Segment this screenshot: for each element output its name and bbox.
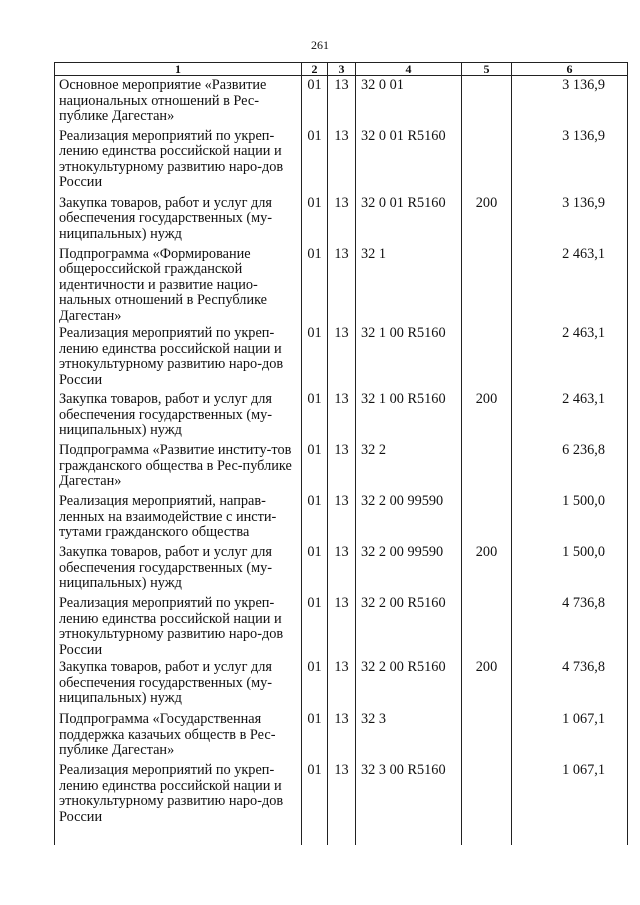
section-code-cell: 01 — [302, 194, 328, 245]
subsection-code-cell: 13 — [328, 543, 356, 594]
subsection-code-cell: 13 — [328, 594, 356, 658]
target-article-code-cell: 32 2 — [356, 441, 462, 492]
section-code-cell: 01 — [302, 658, 328, 710]
item-name-cell: Подпрограмма «Государственная поддержка казачьих обществ в Рес-публике Дагестан» — [55, 710, 302, 761]
table-row — [55, 194, 628, 245]
table-row — [55, 594, 628, 658]
target-article-code-cell: 32 1 00 R5160 — [356, 390, 462, 441]
expense-type-code-cell — [462, 492, 512, 543]
section-code-cell: 01 — [302, 710, 328, 761]
table-row — [55, 76, 628, 127]
expense-type-code-cell — [462, 245, 512, 325]
subsection-code-cell: 13 — [328, 710, 356, 761]
table-row — [55, 390, 628, 441]
target-article-code-cell: 32 2 00 R5160 — [356, 594, 462, 658]
subsection-code-cell: 13 — [328, 127, 356, 194]
subsection-code-cell: 13 — [328, 324, 356, 390]
target-article-code-cell: 32 2 00 99590 — [356, 492, 462, 543]
item-name-cell: Реализация мероприятий, направ-ленных на взаимодействие с инсти-тутами гражданского общества — [55, 492, 302, 543]
section-code-cell: 01 — [302, 390, 328, 441]
item-name-cell: Основное мероприятие «Развитие национальных отношений в Рес-публике Дагестан» — [55, 76, 302, 127]
expense-type-code-cell: 200 — [462, 543, 512, 594]
item-name-cell: Реализация мероприятий по укреп-лению единства российской нации и этнокультурному развитию наро-дов России — [55, 761, 302, 825]
subsection-code-cell: 13 — [328, 492, 356, 543]
filler-cell — [512, 825, 628, 845]
section-code-cell: 01 — [302, 492, 328, 543]
amount-cell: 4 736,8 — [512, 658, 628, 710]
target-article-code-cell: 32 2 00 R5160 — [356, 658, 462, 710]
column-header-5: 5 — [462, 63, 512, 76]
table-row — [55, 245, 628, 325]
filler-cell — [302, 825, 328, 845]
expense-type-code-cell — [462, 761, 512, 825]
item-name-cell: Закупка товаров, работ и услуг для обеспечения государственных (му-ниципальных) нужд — [55, 390, 302, 441]
section-code-cell: 01 — [302, 543, 328, 594]
amount-cell: 3 136,9 — [512, 127, 628, 194]
subsection-code-cell: 13 — [328, 658, 356, 710]
filler-cell — [356, 825, 462, 845]
subsection-code-cell: 13 — [328, 245, 356, 325]
amount-cell: 1 067,1 — [512, 710, 628, 761]
table-row — [55, 543, 628, 594]
item-name-cell: Закупка товаров, работ и услуг для обеспечения государственных (му-ниципальных) нужд — [55, 658, 302, 710]
target-article-code-cell: 32 2 00 99590 — [356, 543, 462, 594]
table-row — [55, 324, 628, 390]
section-code-cell: 01 — [302, 76, 328, 127]
table-row — [55, 658, 628, 710]
amount-cell: 6 236,8 — [512, 441, 628, 492]
expense-type-code-cell: 200 — [462, 194, 512, 245]
column-header-3: 3 — [328, 63, 356, 76]
table-row — [55, 492, 628, 543]
item-name-cell: Подпрограмма «Формирование общероссийской гражданской идентичности и развитие нацио-нальных отношений в Республике Дагестан» — [55, 245, 302, 325]
item-name-cell: Подпрограмма «Развитие институ-тов гражданского общества в Рес-публике Дагестан» — [55, 441, 302, 492]
subsection-code-cell: 13 — [328, 761, 356, 825]
expense-type-code-cell: 200 — [462, 658, 512, 710]
table-row — [55, 761, 628, 825]
section-code-cell: 01 — [302, 245, 328, 325]
filler-cell — [328, 825, 356, 845]
amount-cell: 4 736,8 — [512, 594, 628, 658]
filler-cell — [462, 825, 512, 845]
amount-cell: 1 500,0 — [512, 492, 628, 543]
subsection-code-cell: 13 — [328, 76, 356, 127]
target-article-code-cell: 32 0 01 — [356, 76, 462, 127]
target-article-code-cell: 32 1 00 R5160 — [356, 324, 462, 390]
subsection-code-cell: 13 — [328, 194, 356, 245]
expense-type-code-cell — [462, 76, 512, 127]
subsection-code-cell: 13 — [328, 390, 356, 441]
expense-type-code-cell — [462, 441, 512, 492]
expense-type-code-cell: 200 — [462, 390, 512, 441]
target-article-code-cell: 32 3 — [356, 710, 462, 761]
amount-cell: 1 067,1 — [512, 761, 628, 825]
amount-cell: 1 500,0 — [512, 543, 628, 594]
item-name-cell: Закупка товаров, работ и услуг для обеспечения государственных (му-ниципальных) нужд — [55, 194, 302, 245]
target-article-code-cell: 32 3 00 R5160 — [356, 761, 462, 825]
subsection-code-cell: 13 — [328, 441, 356, 492]
table-row — [55, 710, 628, 761]
amount-cell: 2 463,1 — [512, 245, 628, 325]
target-article-code-cell: 32 0 01 R5160 — [356, 127, 462, 194]
column-header-1: 1 — [55, 63, 302, 76]
section-code-cell: 01 — [302, 324, 328, 390]
item-name-cell: Реализация мероприятий по укреп-лению единства российской нации и этнокультурному развитию наро-дов России — [55, 594, 302, 658]
expense-type-code-cell — [462, 594, 512, 658]
section-code-cell: 01 — [302, 127, 328, 194]
item-name-cell: Закупка товаров, работ и услуг для обеспечения государственных (му-ниципальных) нужд — [55, 543, 302, 594]
table-row — [55, 127, 628, 194]
expense-type-code-cell — [462, 127, 512, 194]
expense-type-code-cell — [462, 324, 512, 390]
filler-cell — [55, 825, 302, 845]
item-name-cell: Реализация мероприятий по укреп-лению единства российской нации и этнокультурному развитию наро-дов России — [55, 127, 302, 194]
column-header-4: 4 — [356, 63, 462, 76]
section-code-cell: 01 — [302, 441, 328, 492]
section-code-cell: 01 — [302, 594, 328, 658]
target-article-code-cell: 32 1 — [356, 245, 462, 325]
expense-type-code-cell — [462, 710, 512, 761]
amount-cell: 3 136,9 — [512, 194, 628, 245]
column-header-6: 6 — [512, 63, 628, 76]
table-row — [55, 441, 628, 492]
budget-table — [54, 62, 628, 845]
amount-cell: 2 463,1 — [512, 324, 628, 390]
amount-cell: 3 136,9 — [512, 76, 628, 127]
section-code-cell: 01 — [302, 761, 328, 825]
header-row — [55, 63, 628, 76]
target-article-code-cell: 32 0 01 R5160 — [356, 194, 462, 245]
page-number: 261 — [311, 38, 329, 52]
column-header-2: 2 — [302, 63, 328, 76]
item-name-cell: Реализация мероприятий по укреп-лению единства российской нации и этнокультурному развитию наро-дов России — [55, 324, 302, 390]
budget-table-container — [54, 62, 627, 845]
table-filler-row — [55, 825, 628, 845]
amount-cell: 2 463,1 — [512, 390, 628, 441]
